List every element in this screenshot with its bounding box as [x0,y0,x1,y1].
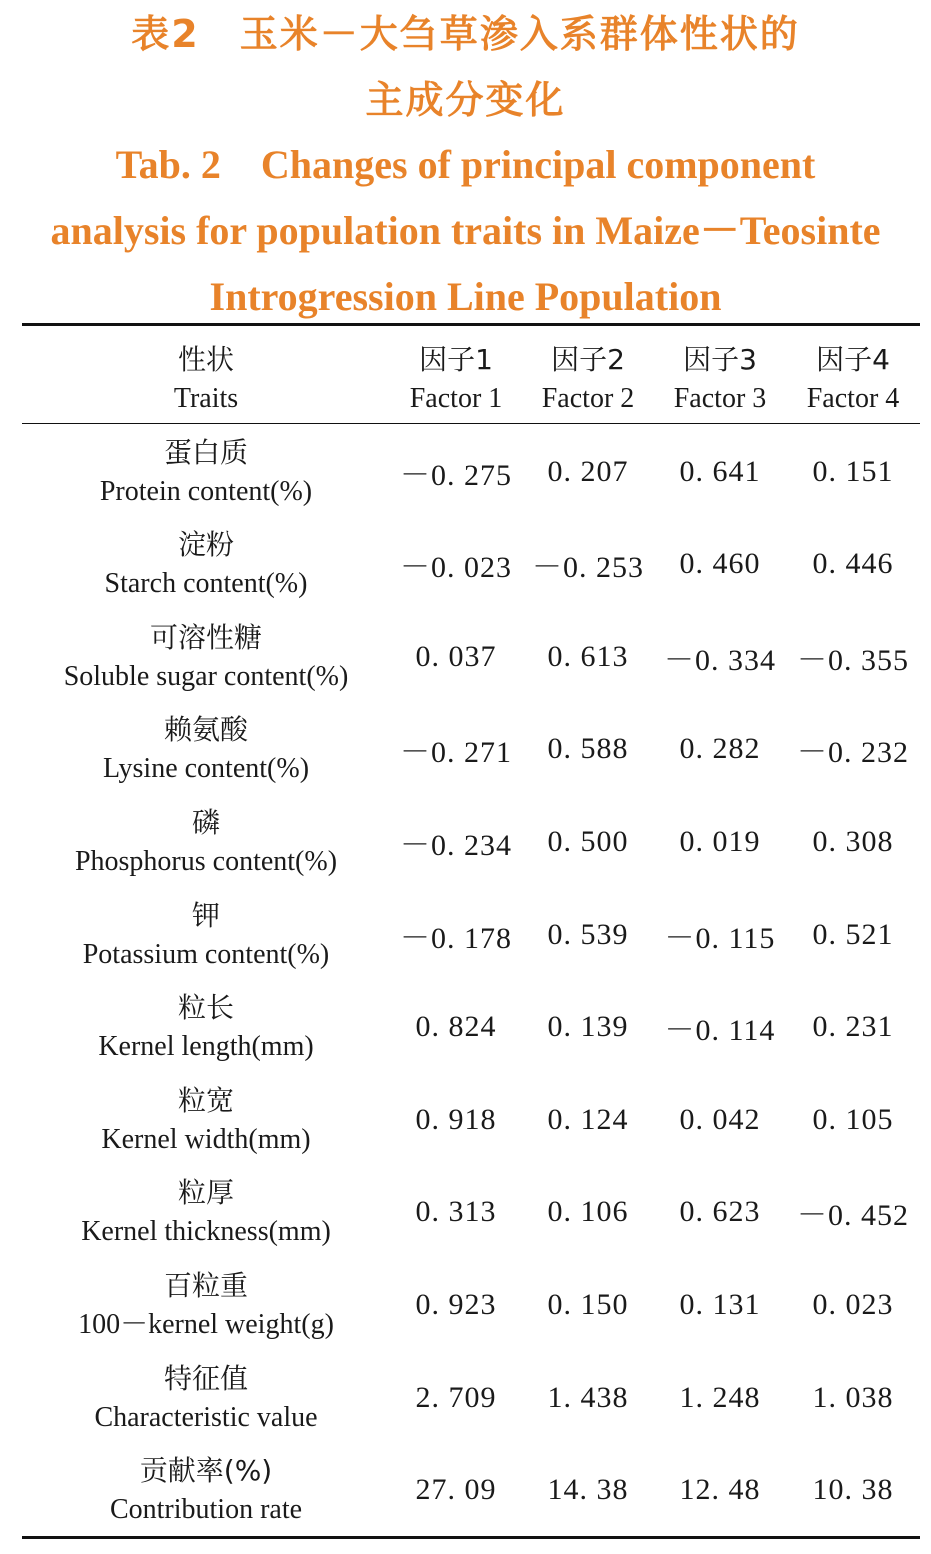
header-factor-1 [390,334,522,424]
header-factor-3 [654,334,786,424]
factor-4-value: －0. 452 [797,1199,909,1233]
factor-3-value: 0. 019 [679,824,761,858]
trait-cell [22,1444,390,1537]
factor-3-value: 1. 248 [679,1380,761,1414]
factor-1-value: －0. 023 [400,551,512,585]
factor-4-value: 0. 151 [812,454,894,488]
trait-name-cn: 特征值 [163,1361,248,1395]
factor-2-value: 1. 438 [547,1380,629,1414]
table-row [22,1258,920,1351]
factor-1-value: 27. 09 [415,1473,497,1507]
table-row [22,425,920,518]
header-factor-2 [522,334,654,424]
factor-2-value: 0. 124 [547,1102,629,1136]
factor-1-value: －0. 271 [400,736,512,770]
factor-3-value: 0. 282 [679,732,761,766]
table-row [22,610,920,703]
table-row [22,888,920,981]
trait-cell [22,1258,390,1351]
factor-2-value: 0. 539 [547,917,629,951]
trait-name-en: Potassium content(%) [82,938,330,970]
factor-2-value: －0. 253 [532,551,644,585]
factor-4-value: 0. 023 [812,1287,894,1321]
table-row [22,1073,920,1166]
caption-en-line-2: analysis for population traits in Maize－Teosinte [50,208,881,253]
factor-2-value: 0. 139 [547,1010,629,1044]
factor-2-value: 14. 38 [547,1473,629,1507]
caption-en-line-1: Tab. 2 Changes of principal component [115,142,816,187]
factor-3-value: 0. 460 [679,547,761,581]
caption-en-line-3: Introgression Line Population [209,274,722,319]
factor-1-value: 0. 824 [415,1010,497,1044]
trait-name-cn: 粒宽 [177,1083,234,1117]
table-row [22,981,920,1074]
caption-cn-line-1: 表2 玉米－大刍草渗入系群体性状的 [131,12,800,56]
trait-name-en: Starch content(%) [104,568,308,600]
trait-name-cn: 赖氨酸 [163,713,248,747]
trait-name-cn: 粒长 [177,991,234,1025]
factor-1-value: 0. 923 [415,1287,497,1321]
factor-1-value: －0. 178 [400,921,512,955]
trait-name-en: Kernel width(mm) [101,1123,311,1155]
factor-4-value: －0. 355 [797,643,909,677]
header-factor-cn: 因子4 [816,343,890,376]
factor-3-value: 0. 641 [679,454,761,488]
trait-name-en: Phosphorus content(%) [74,845,338,877]
table-top-rule [22,323,920,326]
factor-2-value: 0. 588 [547,732,629,766]
factor-3-value: 0. 623 [679,1195,761,1229]
factor-2-value: 0. 207 [547,454,629,488]
table-row [22,1166,920,1259]
trait-name-cn: 钾 [191,898,220,932]
factor-4-value: 0. 308 [812,824,894,858]
factor-1-value: 2. 709 [415,1380,497,1414]
factor-4-value: －0. 232 [797,736,909,770]
trait-name-cn: 贡献率(%) [139,1454,273,1488]
factor-1-value: 0. 313 [415,1195,497,1229]
factor-3-value: －0. 115 [664,921,776,955]
table-header-row [22,334,920,424]
factor-1-value: －0. 275 [400,458,512,492]
factor-4-value: 1. 038 [812,1380,894,1414]
trait-name-en: Protein content(%) [99,475,313,507]
trait-cell [22,425,390,518]
header-factor-cn: 因子2 [551,343,625,376]
trait-name-en: Kernel thickness(mm) [81,1216,331,1248]
table-row [22,795,920,888]
trait-cell [22,1073,390,1166]
factor-3-value: 0. 042 [679,1102,761,1136]
trait-name-en: 100－kernel weight(g) [78,1308,334,1340]
trait-cell [22,518,390,611]
header-factor-en: Factor 3 [673,383,767,414]
table-row [22,518,920,611]
caption-cn-line-2: 主成分变化 [365,78,566,122]
header-factor-cn: 因子1 [419,343,493,376]
factor-3-value: －0. 114 [664,1014,776,1048]
header-traits-cn: 性状 [177,343,234,376]
factor-4-value: 10. 38 [812,1473,894,1507]
factor-3-value: 0. 131 [679,1287,761,1321]
trait-cell [22,1166,390,1259]
trait-name-en: Characteristic value [94,1401,318,1433]
trait-cell [22,703,390,796]
trait-cell [22,795,390,888]
header-factor-en: Factor 4 [806,383,900,414]
trait-name-cn: 百粒重 [163,1268,248,1302]
trait-name-cn: 粒厚 [177,1176,234,1210]
factor-1-value: 0. 918 [415,1102,497,1136]
factor-1-value: －0. 234 [400,828,512,862]
table-row [22,1351,920,1444]
trait-name-en: Kernel length(mm) [98,1031,314,1063]
factor-4-value: 0. 231 [812,1010,894,1044]
trait-name-cn: 淀粉 [177,528,234,562]
trait-cell [22,610,390,703]
trait-name-cn: 可溶性糖 [149,620,262,654]
factor-2-value: 0. 106 [547,1195,629,1229]
trait-name-en: Lysine content(%) [102,753,310,785]
trait-cell [22,981,390,1074]
trait-name-cn: 蛋白质 [163,435,248,469]
header-factor-en: Factor 1 [409,383,503,414]
header-factor-en: Factor 2 [541,383,635,414]
header-traits-en: Traits [173,383,239,414]
header-factor-4 [786,334,920,424]
trait-name-en: Soluble sugar content(%) [63,660,349,692]
factor-4-value: 0. 521 [812,917,894,951]
trait-cell [22,1351,390,1444]
table-row [22,703,920,796]
factor-3-value: －0. 334 [664,643,776,677]
header-factor-cn: 因子3 [683,343,757,376]
factor-4-value: 0. 105 [812,1102,894,1136]
factor-2-value: 0. 500 [547,824,629,858]
trait-name-en: Contribution rate [109,1494,303,1526]
header-traits [22,334,390,424]
factor-1-value: 0. 037 [415,639,497,673]
factor-2-value: 0. 150 [547,1287,629,1321]
factor-3-value: 12. 48 [679,1473,761,1507]
trait-cell [22,888,390,981]
trait-name-cn: 磷 [191,805,220,839]
table-row [22,1444,920,1537]
factor-4-value: 0. 446 [812,547,894,581]
factor-2-value: 0. 613 [547,639,629,673]
